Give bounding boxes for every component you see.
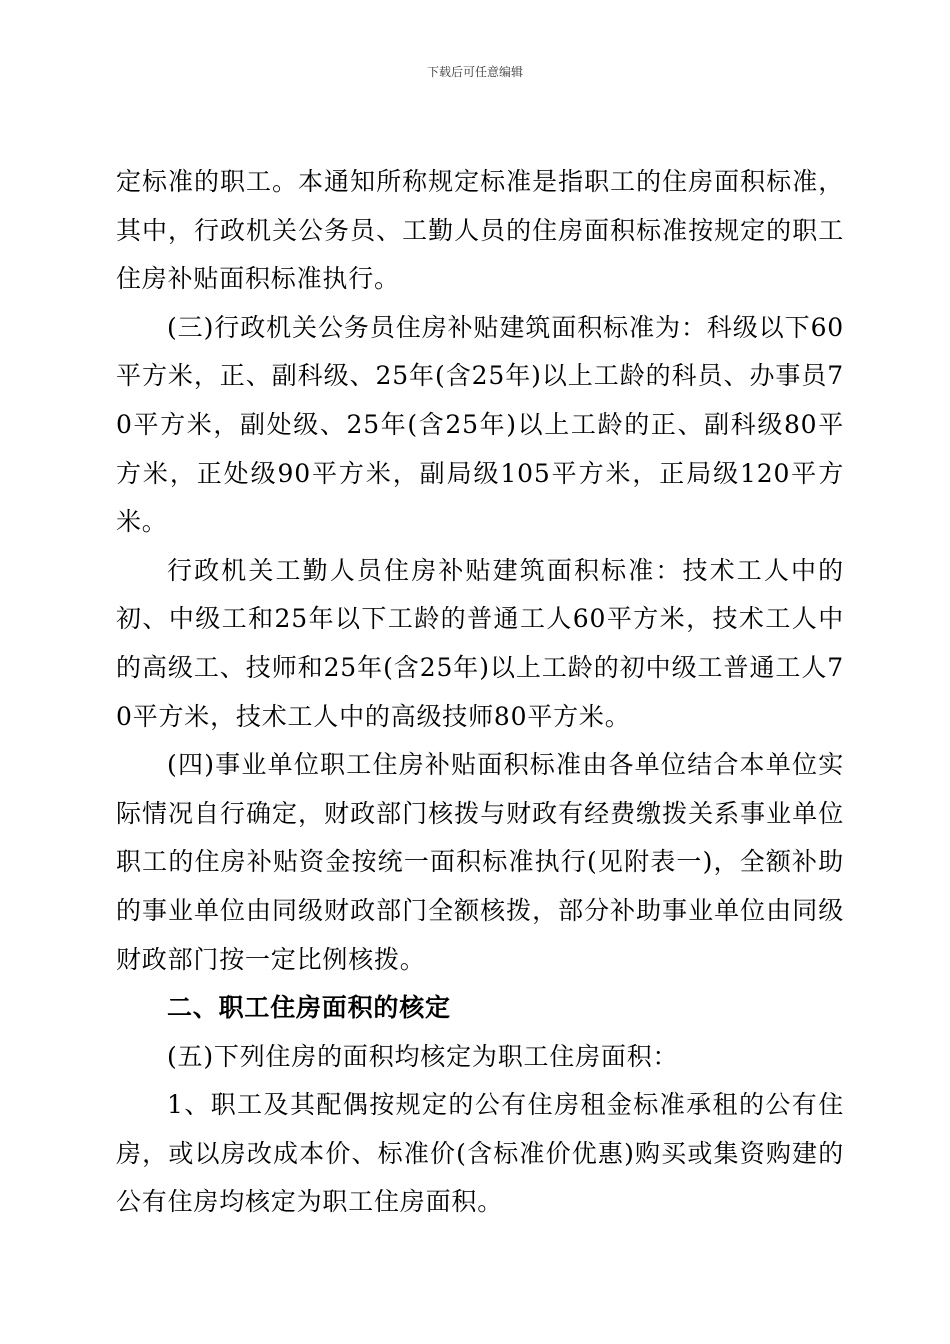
document-body — [116, 158, 844, 1227]
paragraph-institution-standard: (四)事业单位职工住房补贴面积标准由各单位结合本单位实际情况自行确定，财政部门核拨与财政有经费缴拨关系事业单位职工的住房补贴资金按统一面积标准执行(见附表一)，全额补助的事业单位由同级财政部门全额核拨，部分补助事业单位由同级财政部门按一定比例核拨。 — [116, 750, 844, 974]
page-header-note: 下载后可任意编辑 — [426, 65, 523, 79]
paragraph-continuation: 定标准的职工。本通知所称规定标准是指职工的住房面积标准，其中，行政机关公务员、工勤人员的住房面积标准按规定的职工住房补贴面积标准执行。 — [116, 167, 844, 294]
paragraph-worker-standard: 行政机关工勤人员住房补贴建筑面积标准：技术工人中的初、中级工和25年以下工龄的普通工人60平方米，技术工人中的高级工、技师和25年(含25年)以上工龄的初中级工普通工人70平方米，技术工人中的高级技师80平方米。 — [116, 555, 844, 731]
paragraph-civil-servant-standard: (三)行政机关公务员住房补贴建筑面积标准为：科级以下60平方米，正、副科级、25年(含25年)以上工龄的科员、办事员70平方米，副处级、25年(含25年)以上工龄的正、副科级80平方米，正处级90平方米，副局级105平方米，正局级120平方米。 — [116, 312, 844, 537]
paragraph-item-1: 1、职工及其配偶按规定的公有住房租金标准承租的公有住房，或以房改成本价、标准价(含标准价优惠)购买或集资购建的公有住房均核定为职工住房面积。 — [116, 1090, 844, 1217]
paragraph-area-verification: (五)下列住房的面积均核定为职工住房面积： — [167, 1041, 679, 1071]
section-heading: 二、职工住房面积的核定 — [167, 993, 451, 1023]
